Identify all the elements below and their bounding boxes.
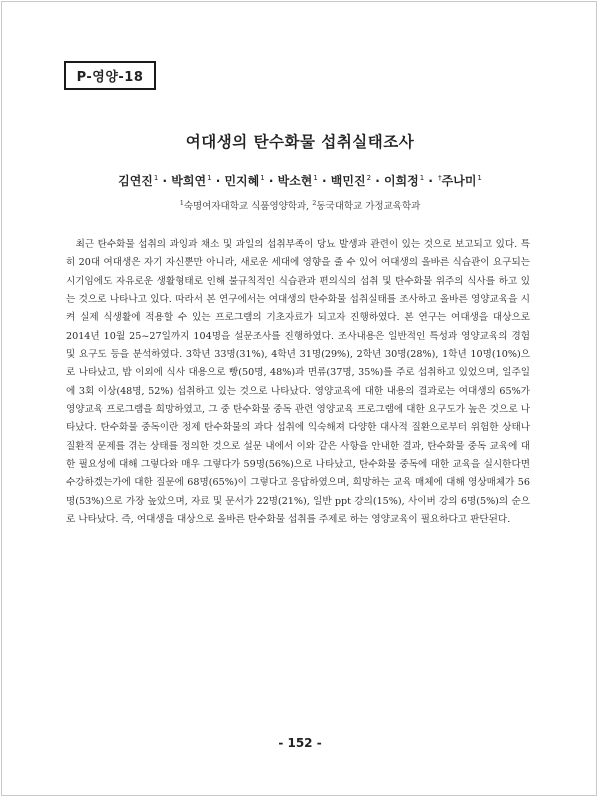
author-affiliation-marker: 1 [207,174,212,182]
affiliation-2-marker: 2 [312,198,317,207]
author-name: 민지혜 [224,174,260,188]
affiliation-2: 동국대학교 가정교육학과 [316,201,421,212]
author-name: 박소현 [277,174,313,188]
author-name: 이희정 [383,174,419,188]
page-number: - 152 - [278,736,322,750]
author-name: 백민진 [330,174,366,188]
author-name: 주나미 [441,174,477,188]
affiliation-1: 숙명여자대학교 식품영양학과 [183,201,307,212]
affiliations: $^1$숙명여자대학교 식품영양학과, $^2$동국대학교 가정교육학과 [179,198,421,212]
author-separator: · [158,174,172,188]
author-name: 김연진 [118,174,153,188]
author-affiliation-marker: 1 [419,174,425,182]
author-affiliation-marker: 2 [366,174,372,182]
author-affiliation-marker: 1 [313,174,318,182]
author-affiliation-marker: 1 [153,174,159,182]
affiliation-1-marker: 1 [179,198,184,207]
author-affiliation-marker: 1 [260,174,265,182]
abstract-body: 최근 탄수화물 섭취의 과잉과 채소 및 과일의 섭취부족이 당뇨 발생과 관련이 있는 것으로 보고되고 있다. 특히 20대 여대생은 자기 자신뿐만 아니라, 새로운 세대에 영향을 줄 수 있어 여대생의 올바른 식습관이 요구되는 시기임에도 자유로운 생활형태로 인해 불규칙적인 식습관과 편의식의 섭취 및 탄수화물 위주의 식사를 하고 있는 것으로 나타나고 있다. 따라서 본 연구에서는 여대생의 탄수화물 섭취실태를 조사하고 올바른 영양교육을 시켜 실제 식생활에 적용할 수 있는 프로그램의 기초자료가 되고자 진행하였다. 본 연구는 여대생을 대상으로 2014년 10월 25~27일까지 104명을 설문조사를 진행하였다. 조사내용은 일반적인 특성과 영양교육의 경험 및 요구도 등을 분석하였다. 3학년 33명(31%), 4학년 31명(29%), 2학년 30명(28%), 1학년 10명(10%)으로 나타났고, 밥 이외에 식사 대용으로 빵(50명, 48%)과 면류(37명, 35%)를 주로 섭취하고 있었으며, 일주일에 3회 이상(48명, 52%) 섭취하고 있는 것으로 나타났다. 영양교육에 대한 내용의 결과로는 여대생의 65%가 영양교육 프로그램을 희망하였고, 그 중 탄수화물 중독 관련 영양교육 프로그램에 대한 요구도가 높은 것으로 나타났다. 탄수화물 중독이란 정제 탄수화물의 과다 섭취에 익숙해져 다양한 대사적 질환으로부터 위험한 상태나 질환적 문제를 겪는 상태를 정의한 것으로 설문 내에서 이와 같은 사항을 안내한 결과, 탄수화물 중독 교육에 대한 필요성에 대해 그렇다와 매우 그렇다가 59명(56%)으로 나타났고, 탄수화물 중독에 대한 교육을 실시한다면 수강하겠는가에 대한 질문에 68명(65%)이 그렇다고 응답하였으며, 희망하는 교육 매체에 대해 영상매체가 56명(53%)으로 가장 높았으며, 자료 및 문서가 22명(21%), 일반 ppt 강의(15%), 사이버 강의 6명(5%)의 순으로 나타났다. 즉, 여대생을 대상으로 올바른 탄수화물 섭취를 주제로 하는 영양교육이 필요하다고 판단된다. [66,239,530,526]
author-list [0,172,600,189]
author-separator: · [211,174,225,188]
author-affiliation-marker: 1 [477,174,482,182]
session-code-label: P-영양-18 [64,61,156,90]
author-separator: · [424,174,438,188]
corresponding-author-marker: † [438,174,442,182]
author-name: 박희연 [171,174,207,188]
author-separator: · [371,174,384,188]
author-separator: · [264,174,278,188]
author-separator: · [317,174,331,188]
paper-title: 여대생의 탄수화물 섭취실태조사 [185,133,415,151]
